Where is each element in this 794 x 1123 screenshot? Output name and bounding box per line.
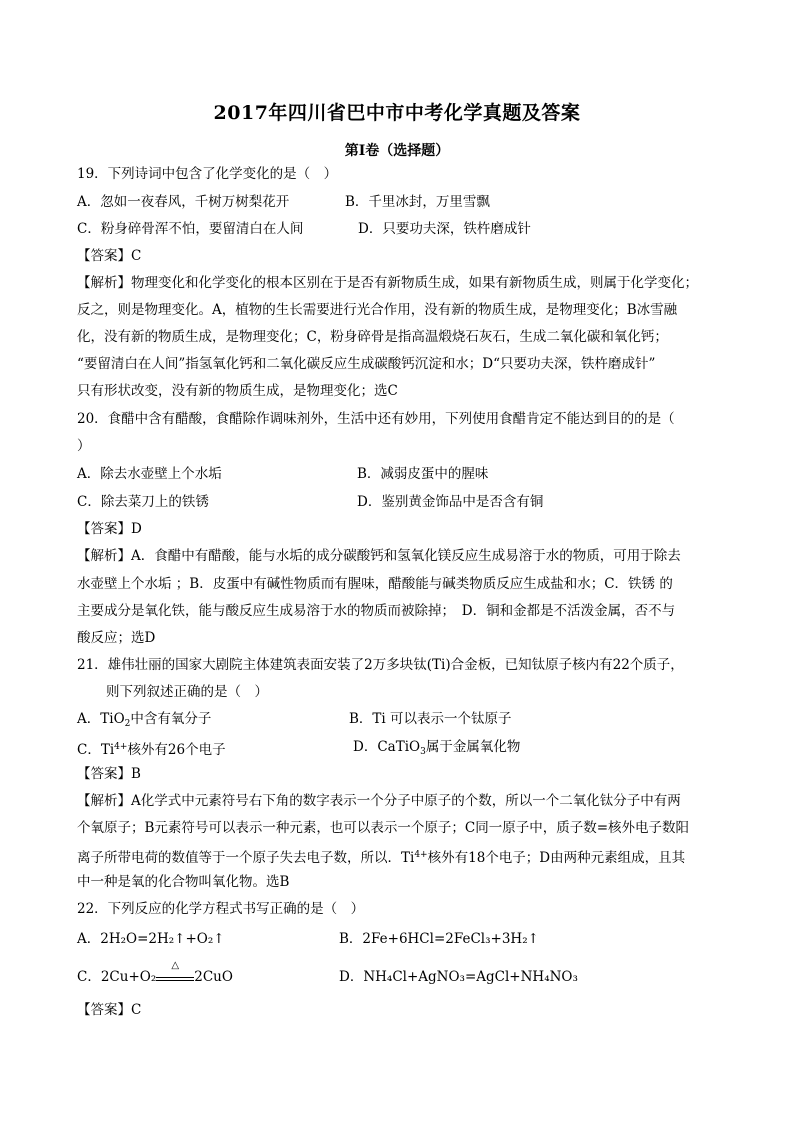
q21-option-b: B．Ti 可以表示一个钛原子 <box>349 711 512 727</box>
q21-options-row1 <box>77 710 727 733</box>
q22-option-c: C．2Cu+O₂ △ 2CuO <box>77 960 233 985</box>
q20-options-row2 <box>77 493 727 511</box>
q19-option-b: B．千里冰封，万里雪飘 <box>345 194 490 210</box>
q19-analysis-line5: 只有形状改变，没有新的物质生成，是物理变化；选C <box>77 383 398 399</box>
q20-option-d: D．鉴别黄金饰品中是否含有铜 <box>357 494 544 510</box>
q19-options-row2 <box>77 220 727 238</box>
q21-option-d: D．CaTiO$_3$属于金属氧化物 <box>353 739 521 757</box>
q21-option-c: C．$Ti^{4+}$核外有26个电子 <box>77 742 226 758</box>
q22-options-row1 <box>77 930 727 948</box>
q19-option-a: A．忽如一夜春风，千树万树梨花开 <box>77 194 290 210</box>
q19-analysis-line2: 反之，则是物理变化。A，植物的生长需要进行光合作用，没有新的物质生成，是物理变化；B冰雪融 <box>77 302 678 318</box>
q20-options-row1 <box>77 465 727 483</box>
q21-analysis-line1: 【解析】A化学式中元素符号右下角的数字表示一个分子中原子的个数，所以一个二氧化钛分子中有两 <box>77 793 681 809</box>
q21-answer: 【答案】B <box>77 766 141 782</box>
q21-stem-line2: 则下列叙述正确的是（ ） <box>106 684 268 700</box>
q22-answer: 【答案】C <box>77 1002 142 1018</box>
q20-option-a: A．除去水壶壁上个水垢 <box>77 466 222 482</box>
q19-option-d: D．只要功夫深，铁杵磨成针 <box>358 221 531 237</box>
q19-answer: 【答案】C <box>77 248 142 264</box>
q19-analysis-line1: 【解析】物理变化和化学变化的根本区别在于是否有新物质生成，如果有新物质生成，则属于化学变化； <box>77 275 698 291</box>
section-heading: 第I卷（选择题） <box>344 143 450 159</box>
q19-analysis-line3: 化，没有新的物质生成，是物理变化；C，粉身碎骨是指高温煅烧石灰石，生成二氧化碳和氧化钙； <box>77 329 668 345</box>
q21-option-a: A．TiO$_2$中含有氧分子 <box>77 711 212 729</box>
q20-analysis-line4: 酸反应；选D <box>77 630 156 646</box>
q20-analysis-line2: 水壶壁上个水垢 ；B．皮蛋中有碱性物质而有腥味，醋酸能与碱类物质反应生成盐和水；C．铁锈 的 <box>77 576 673 592</box>
q20-option-b: B．减弱皮蛋中的腥味 <box>357 466 489 482</box>
q20-option-c: C．除去菜刀上的铁锈 <box>77 494 209 510</box>
q21-analysis-line2: 个氧原子；B元素符号可以表示一种元素，也可以表示一个原子；C同一原子中，质子数=核外电子数阳 <box>77 820 690 836</box>
q21-stem-line1: 21．雄伟壮丽的国家大剧院主体建筑表面安装了2万多块钛(Ti)合金板，已知钛原子核内有22个质子， <box>77 657 684 673</box>
q20-stem-line1: 20．食醋中含有醋酸，食醋除作调味剂外，生活中还有妙用，下列使用食醋肯定不能达到目的的是（ <box>77 411 675 427</box>
q20-analysis-line3: 主要成分是氧化铁，能与酸反应生成易溶于水的物质而被除掉； D．铜和金都是不活泼金属，否不与 <box>77 603 676 619</box>
q21-analysis-line3: 离子所带电荷的数值等于一个原子失去电子数，所以．$Ti^{4+}$核外有18个电子；D由两种元素组成，且其 <box>77 850 686 866</box>
q20-analysis-line1: 【解析】A．食醋中有醋酸，能与水垢的成分碳酸钙和氢氧化镁反应生成易溶于水的物质，可用于除去 <box>77 548 681 564</box>
q20-answer: 【答案】D <box>77 521 142 537</box>
q21-analysis-line4: 中一种是氧的化合物叫氧化物。选B <box>77 874 290 890</box>
q22-option-a: A．2H₂O=2H₂↑+O₂↑ <box>77 931 225 947</box>
q22-option-b: B．2Fe+6HCl=2FeCl₃+3H₂↑ <box>339 931 539 947</box>
q22-options-row2 <box>77 960 727 986</box>
q21-options-row2 <box>77 738 727 759</box>
q19-options-row1 <box>77 193 727 211</box>
heating-condition: △ <box>156 971 194 981</box>
q19-option-c: C．粉身碎骨浑不怕，要留清白在人间 <box>77 221 304 237</box>
page-title: 2017年四川省巴中市中考化学真题及答案 <box>213 102 581 124</box>
q22-option-d: D．NH₄Cl+AgNO₃=AgCl+NH₄NO₃ <box>339 969 578 985</box>
q22-stem: 22．下列反应的化学方程式书写正确的是（ ） <box>77 901 365 917</box>
q19-stem: 19．下列诗词中包含了化学变化的是（ ） <box>77 166 338 182</box>
q19-analysis-line4: “要留清白在人间”指氢氧化钙和二氧化碳反应生成碳酸钙沉淀和水；D“只要功夫深，铁杵磨成针” <box>77 356 656 372</box>
q20-stem-line2: ） <box>77 438 91 454</box>
